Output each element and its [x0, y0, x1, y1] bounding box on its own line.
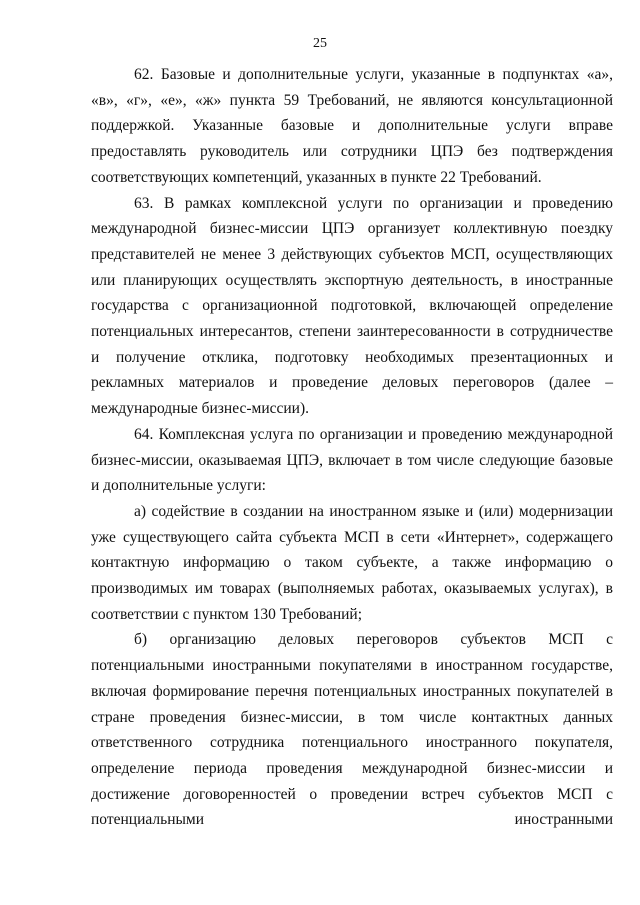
paragraph-62: 62. Базовые и дополнительные услуги, указанные в подпунктах «а», «в», «г», «е», «ж» пункта 59 Требований, не являются консультационной поддержкой. Указанные базовые и дополнительные услуги вправе предоставлять руководитель или сотрудники ЦПЭ без подтверждения соответствующих компетенций, указанных в пункте 22 Требований.	[91, 66, 613, 186]
subparagraph-b: б) организацию деловых переговоров субъектов МСП с потенциальными иностранными покупателями в иностранном государстве, включая формирование перечня потенциальных иностранных покупателей в стране проведения бизнес-миссии, в том числе контактных данных ответственного сотрудника потенциального иностранного покупателя, определение периода проведения международной бизнес-миссии и достижение договоренностей о проведении встреч субъектов МСП с потенциальными иностранными	[91, 631, 613, 829]
page-number: 25	[313, 36, 327, 51]
paragraph-63: 63. В рамках комплексной услуги по организации и проведению международной бизнес-миссии ЦПЭ организует коллективную поездку представителей не менее 3 действующих субъектов МСП, осуществляющих или планирующих осуществлять экспортную деятельность, в иностранные государства с организационной подготовкой, включающей определение потенциальных интересантов, степени заинтересованности в сотрудничестве и получение отклика, подготовку необходимых презентационных и рекламных материалов и проведение деловых переговоров (далее – международные бизнес-миссии).	[91, 194, 613, 418]
document-body	[91, 62, 613, 833]
subparagraph-a: а) содействие в создании на иностранном языке и (или) модернизации уже существующего сайта субъекта МСП в сети «Интернет», содержащего контактную информацию о таком субъекте, а также информацию о производимых им товарах (выполняемых работах, оказываемых услугах), в соответствии с пунктом 130 Требований;	[91, 502, 613, 623]
paragraph-64: 64. Комплексная услуга по организации и проведению международной бизнес-миссии, оказываемая ЦПЭ, включает в том числе следующие базовые и дополнительные услуги:	[91, 425, 613, 495]
